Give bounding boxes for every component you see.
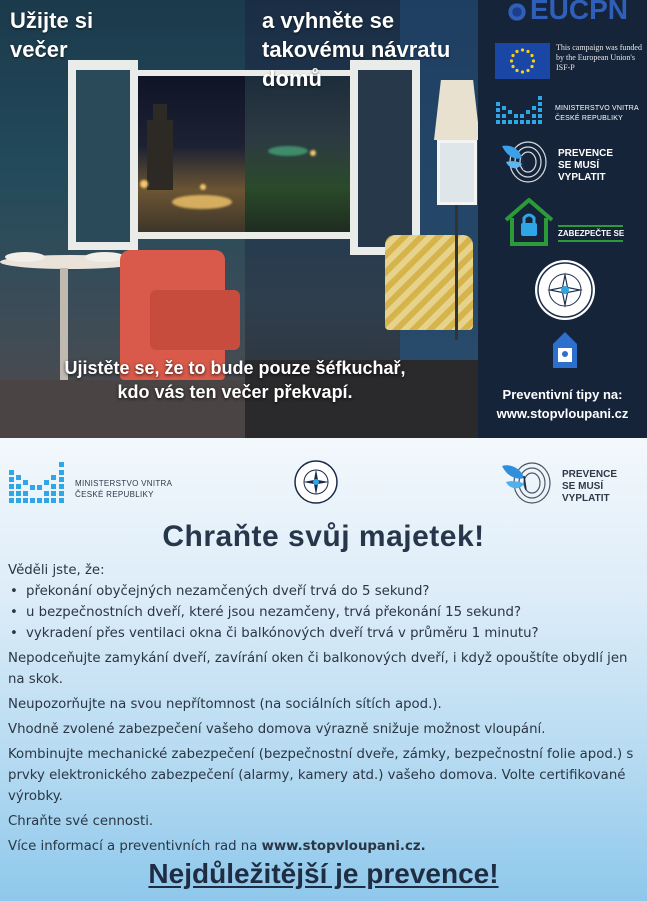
paragraph-valuables: Chraňte své cennosti. (8, 814, 154, 829)
headline-right: a vyhněte se takovému návratu domů (262, 8, 451, 91)
info-body (8, 560, 640, 857)
list-item: • u bezpečnostních dveří, které jsou nezamčeny, trvá překonání 15 sekund? (8, 602, 640, 623)
eucpn-globe-icon (506, 1, 528, 23)
campaign-banner (0, 0, 647, 438)
list-item: • překonání obyčejných nezamčených dveří trvá do 5 sekund? (8, 581, 640, 602)
prevence-butterfly-icon (500, 460, 554, 506)
eucpn-logo: EUCPN (506, 0, 646, 26)
prevence-butterfly-icon (498, 140, 552, 190)
info-section (0, 438, 647, 901)
eu-flag-icon (495, 43, 550, 79)
prevence-text: PREVENCE SE MUSÍ VYPLATIT (562, 469, 618, 504)
paragraph-combine: Kombinujte mechanické zabezpečení (bezpečnostní dveře, zámky, bezpečnostní folie apod.) s prvky elektronického zabezpečení (alarmy, kamery atd.) vašeho domova. Volte certifikované výrobky. (8, 747, 634, 804)
wall-picture (437, 140, 477, 205)
zabezpecte-se-text: ZABEZPEČTE SE (558, 229, 625, 238)
logo-row (0, 438, 647, 513)
partner-logos-sidebar (478, 0, 647, 438)
police-badge-icon (293, 459, 339, 505)
police-badge-icon (533, 258, 597, 322)
paragraph-locking: Nepodceňujte zamykání dveří, zavírání oken či balkonových dveří, i když opouštíte obydlí jen na skok. (8, 651, 628, 687)
list-item: • vykradení přes ventilaci okna či balkónových dveří trvá v průměru 1 minutu? (8, 623, 640, 644)
facts-list (8, 581, 640, 644)
prevence-text: PREVENCE SE MUSÍ VYPLATIT (558, 148, 614, 183)
house-keyhole-icon (551, 326, 579, 370)
tips-url-link[interactable]: www.stopvloupani.cz (496, 406, 629, 421)
ministry-logo-icon (496, 96, 548, 134)
prevention-tips: Preventivní tipy na: www.stopvloupani.cz (478, 385, 647, 423)
intro-text: Věděli jste, že: (8, 563, 105, 578)
paragraph-security: Vhodně zvolené zabezpečení vašeho domova výrazně snižuje možnost vloupání. (8, 722, 546, 737)
paragraph-more-info: Více informací a preventivních rad na www.stopvloupani.cz. (8, 839, 426, 854)
ministry-text: MINISTERSTVO VNITRA ČESKÉ REPUBLIKY (555, 105, 639, 122)
yellow-armchair (385, 235, 473, 330)
ministry-logo-icon (9, 462, 69, 510)
eu-funding-text: This campaign was funded by the European Union's ISF-P (556, 43, 642, 72)
main-title: Chraňte svůj majetek! (162, 520, 485, 553)
ministry-text: MINISTERSTVO VNITRA ČESKÉ REPUBLIKY (75, 479, 173, 499)
more-info-link[interactable]: www.stopvloupani.cz. (261, 839, 426, 854)
banner-tagline: Ujistěte se, že to bude pouze šéfkuchař, kdo vás ten večer překvapí. (64, 358, 406, 402)
headline-left: Užijte si večer (10, 8, 94, 62)
paragraph-absence: Neupozorňujte na svou nepřítomnost (na sociálních sítích apod.). (8, 697, 442, 712)
footer-slogan: Nejdůležitější je prevence! (148, 858, 499, 889)
house-lock-icon (502, 196, 556, 248)
